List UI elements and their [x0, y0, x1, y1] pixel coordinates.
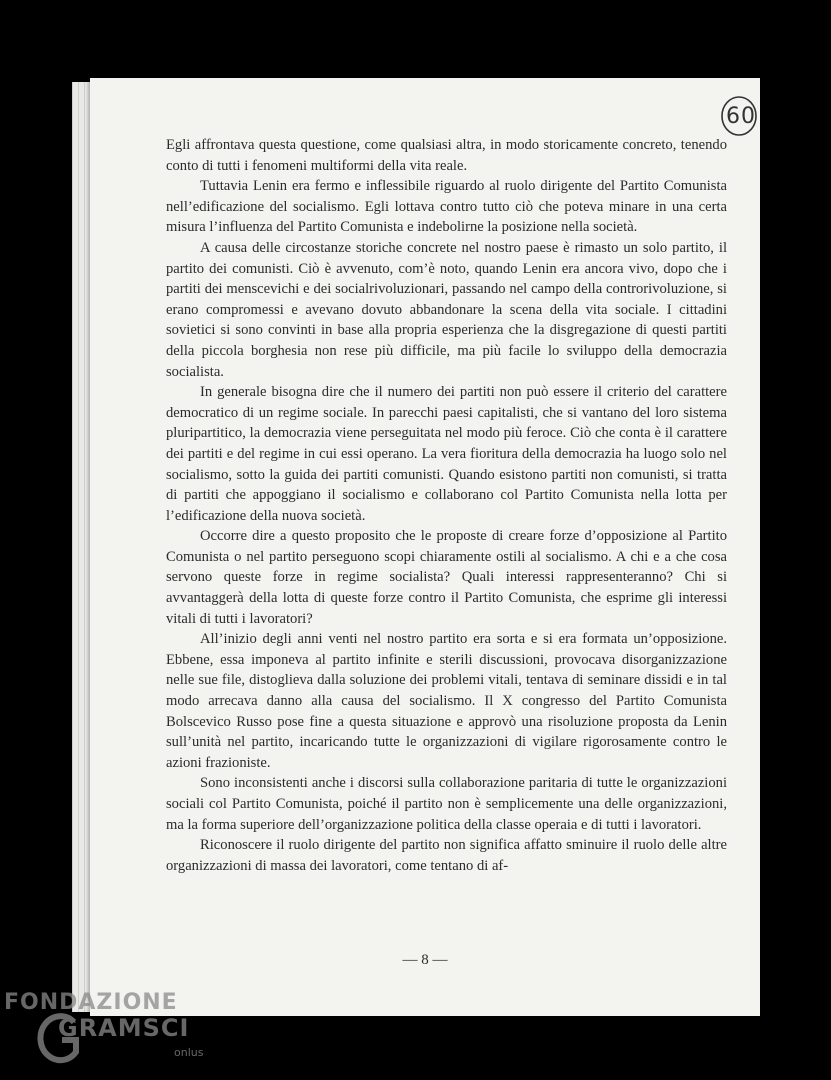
fondazione-gramsci-watermark	[4, 986, 224, 1076]
watermark-sub: onlus	[174, 1046, 204, 1059]
paragraph: In generale bisogna dire che il numero dei partiti non può essere il criterio del carattere democratico di un regime sociale. In parecchi paesi capitalisti, che si vantano del loro sistema pluripartitico, la democrazia viene perseguitata nel modo più feroce. Ciò che conta è il carattere dei partiti e del regime in cui essi operano. La vera fioritura della democrazia ha luogo solo nel socialismo, sotto la guida dei partiti comunisti. Quando esistono partiti non comunisti, si tratta di partiti che appoggiano il socialismo e collaborano col Partito Comunista nella lotta per l’edificazione della nuova società.	[166, 384, 727, 524]
paragraph: Egli affrontava questa questione, come qualsiasi altra, in modo storicamente concreto, tenendo conto di tutti i fenomeni multiformi della vita reale.	[166, 137, 727, 174]
page-number: — 8 —	[402, 952, 448, 968]
paragraph: A causa delle circostanze storiche concrete nel nostro paese è rimasto un solo partito, il partito dei comunisti. Ciò è avvenuto, com’è noto, quando Lenin era ancora vivo, dopo che i partiti dei menscevichi e dei socialrivoluzionari, passando nel campo della controrivoluzione, si erano compromessi e avevano dovuto abbandonare la scena della vita sociale. I cittadini sovietici si sono convinti in base alla propria esperienza che la disgregazione di questi partiti della piccola borghesia non rese più difficile, ma più facile lo sviluppo della democrazia socialista.	[166, 239, 727, 380]
document-page-stack	[72, 78, 760, 1016]
paragraph: Occorre dire a questo proposito che le proposte di creare forze d’opposizione al Partito Comunista o nel partito perseguono scopi chiaramente ostili al socialismo. A chi e a che cosa servono queste forze in regime socialista? Quali interessi rappresenteranno? Chi si avvantaggerà della lotta di queste forze contro il Partito Comunista, che esprime gli interessi vitali di tutti i lavoratori?	[166, 528, 727, 627]
paragraph: Tuttavia Lenin era fermo e inflessibile riguardo al ruolo dirigente del Partito Comunista nell’edificazione del socialismo. Egli lottava contro tutto ciò che poteva minare in una certa misura l’influenza del Partito Comunista e indebolirne la posizione nella società.	[166, 178, 727, 236]
document-page	[90, 78, 760, 1016]
folio-text: 60	[726, 104, 756, 129]
body-text	[166, 135, 727, 876]
handwritten-folio-number	[720, 94, 758, 140]
watermark-line2: GRAMSCI	[58, 1014, 190, 1042]
paragraph: All’inizio degli anni venti nel nostro partito era sorta e si era formata un’opposizione. Ebbene, essa imponeva al partito infinite e sterili discussioni, provocava disorganizzazione nelle sue file, distoglieva dalla soluzione dei problemi vitali, tentava di seminare dissidi e in tal modo arrecava danno alla causa del socialismo. Il X congresso del Partito Comunista Bolscevico Russo pose fine a questa situazione e approvò una risoluzione proposta da Lenin sull’unità nel partito, incaricando tutte le organizzazioni di vigilare rigorosamente contro le azioni frazioniste.	[166, 631, 727, 771]
paragraph: Riconoscere il ruolo dirigente del partito non significa affatto sminuire il ruolo delle altre organizzazioni di massa dei lavoratori, come tentano di af-	[166, 837, 727, 874]
paragraph: Sono inconsistenti anche i discorsi sulla collaborazione paritaria di tutte le organizzazioni sociali col Partito Comunista, poiché il partito non è semplicemente una delle organizzazioni, ma la forma superiore dell’organizzazione politica della classe operaia e di tutti i lavoratori.	[166, 775, 727, 833]
watermark-line1: FONDAZIONE	[4, 990, 178, 1015]
